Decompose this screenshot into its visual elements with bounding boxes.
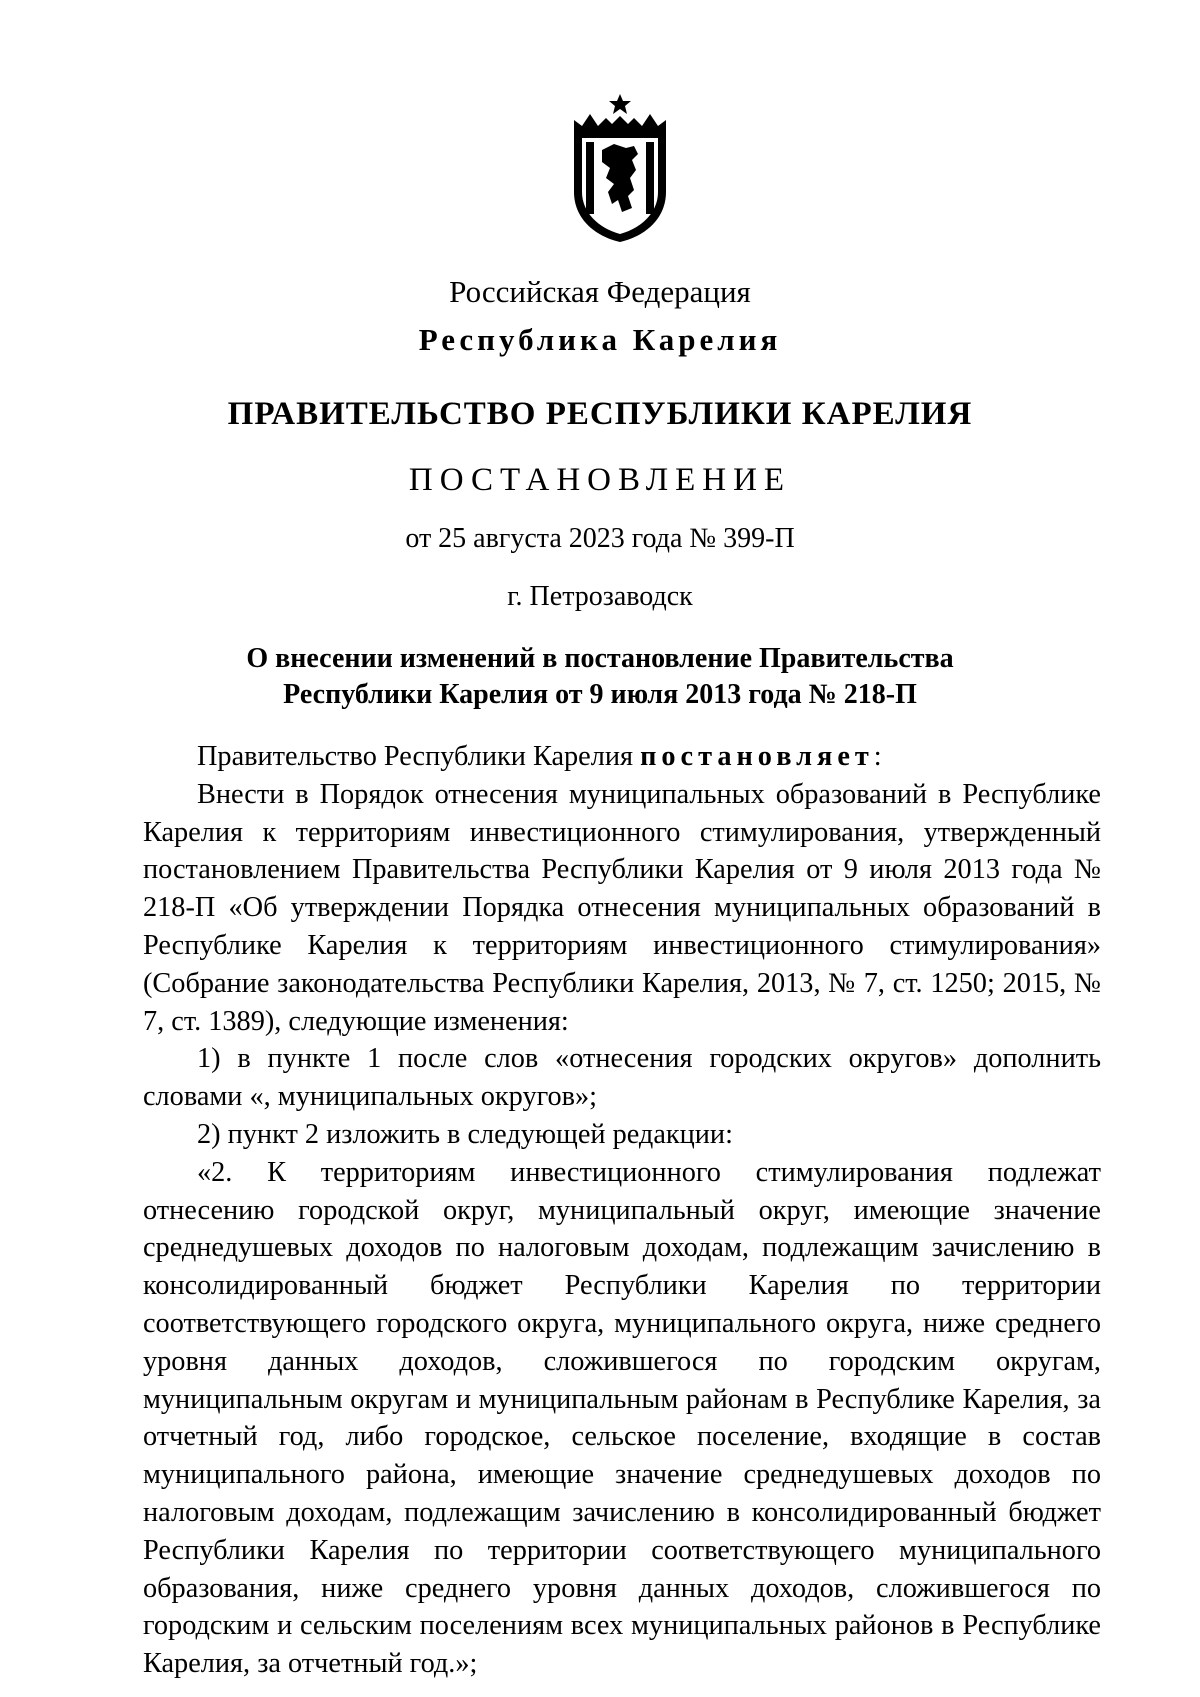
intro-prefix: Правительство Республики Карелия [197, 741, 641, 772]
intro-suffix: : [873, 741, 882, 772]
decree-date: от 25 августа 2023 года № 399-П [405, 523, 795, 554]
city-name: г. Петрозаводск [507, 581, 693, 612]
document-body [143, 738, 1101, 1683]
paragraph-1: Внести в Порядок отнесения муниципальных образований в Республике Карелия к территориям инвестиционного стимулирования, утвержденный постановлением Правительства Республики Карелия от 9 июля 2013 года № 218-П «Об утверждении Порядка отнесения муниципальных образований в Республике Карелия к территориям инвестиционного стимулирования» (Собрание законодательства Республики Карелия, 2013, № 7, ст. 1250; 2015, № 7, ст. 1389), следующие изменения: [143, 778, 1101, 1037]
paragraph-4: «2. К территориям инвестиционного стимулирования подлежат отнесению городской округ, муниципальный округ, имеющие значение среднедушевых доходов по налоговым доходам, подлежащим зачислению в консолидированный бюджет Республики Карелия по территории соответствующего городского округа, муниципального округа, ниже среднего уровня данных доходов, сложившегося по городским округам, муниципальным округам и муниципальным районам в Республике Карелия, за отчетный год, либо городское, сельское поселение, входящие в состав муниципального района, имеющие значение среднедушевых доходов по налоговым доходам, подлежащим зачислению в консолидированный бюджет Республики Карелия по территории соответствующего муниципального образования, ниже среднего уровня данных доходов, сложившегося по городским и сельским поселениям всех муниципальных районов в Республике Карелия, за отчетный год.»; [143, 1156, 1101, 1680]
document-title-line-1: О внесении изменений в постановление Правительства [246, 643, 954, 674]
intro-spaced-word: постановляет [640, 741, 874, 772]
decree-type: ПОСТАНОВЛЕНИЕ [408, 462, 792, 498]
paragraph-3: 2) пункт 2 изложить в следующей редакции: [197, 1118, 733, 1150]
country-name: Российская Федерация [449, 274, 751, 309]
intro-paragraph [143, 738, 1101, 776]
government-name: ПРАВИТЕЛЬСТВО РЕСПУБЛИКИ КАРЕЛИЯ [227, 396, 973, 432]
karelia-coat-of-arms-icon [568, 92, 672, 244]
republic-name: Республика Карелия [418, 322, 782, 357]
paragraph-2: 1) в пункте 1 после слов «отнесения городских округов» дополнить словами «, муниципальных округов»; [143, 1043, 1101, 1113]
document-title-line-2: Республики Карелия от 9 июля 2013 года № 218-П [283, 679, 917, 710]
